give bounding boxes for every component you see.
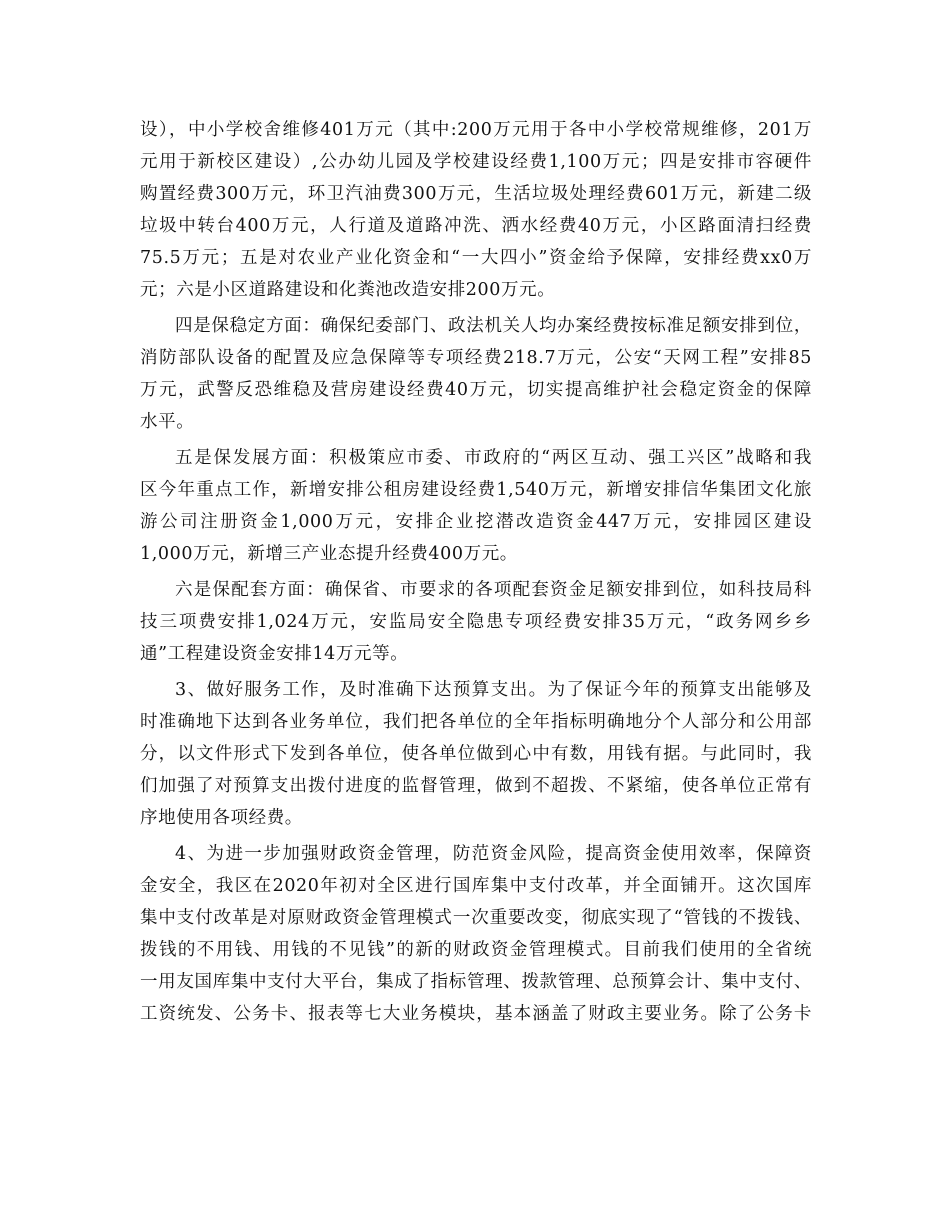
text-line: 序地使用各项经费。 — [140, 808, 303, 828]
paragraph — [140, 674, 812, 834]
text-line: 游公司注册资金1,000万元，安排企业挖潜改造资金447万元，安排园区建设 — [140, 512, 812, 532]
text-line: 设），中小学校舍维修401万元（其中:200万元用于各中小学校常规维修，201万 — [140, 120, 812, 140]
text-line: 垃圾中转台400万元，人行道及道路冲洗、洒水经费40万元，小区路面清扫经费 — [140, 216, 812, 236]
text-line: 区今年重点工作，新增安排公租房建设经费1,540万元，新增安排信华集团文化旅 — [140, 480, 812, 500]
text-line: 六是保配套方面：确保省、市要求的各项配套资金足额安排到位，如科技局科 — [175, 580, 812, 600]
text-line: 分，以文件形式下发到各单位，使各单位做到心中有数，用钱有据。与此同时，我 — [140, 744, 812, 764]
text-line: 1,000万元，新增三产业态提升经费400万元。 — [140, 544, 518, 564]
text-line: 四是保稳定方面：确保纪委部门、政法机关人均办案经费按标准足额安排到位， — [175, 316, 812, 336]
text-line: 技三项费安排1,024万元，安监局安全隐患专项经费安排35万元，“政务网乡乡 — [140, 612, 812, 632]
text-line: 金安全，我区在2020年初对全区进行国库集中支付改革，并全面铺开。这次国库 — [140, 876, 812, 896]
text-line: 工资统发、公务卡、报表等七大业务模块，基本涵盖了财政主要业务。除了公务卡 — [140, 1004, 812, 1024]
text-line: 购置经费300万元，环卫汽油费300万元，生活垃圾处理经费601万元，新建二级 — [140, 184, 812, 204]
paragraph — [140, 574, 812, 670]
text-line: 通”工程建设资金安排14万元等。 — [140, 644, 409, 664]
text-line: 时准确地下达到各业务单位，我们把各单位的全年指标明确地分个人部分和公用部 — [140, 712, 812, 732]
paragraph — [140, 310, 812, 438]
text-line: 集中支付改革是对原财政资金管理模式一次重要改变，彻底实现了“管钱的不拨钱、 — [140, 908, 812, 928]
text-line: 4、为进一步加强财政资金管理，防范资金风险，提高资金使用效率，保障资 — [175, 844, 812, 864]
text-line: 们加强了对预算支出拨付进度的监督管理，做到不超拨、不紧缩，使各单位正常有 — [140, 776, 812, 796]
text-line: 拨钱的不用钱、用钱的不见钱”的新的财政资金管理模式。目前我们使用的全省统 — [140, 940, 812, 960]
paragraph — [140, 838, 812, 1030]
text-line: 万元，武警反恐维稳及营房建设经费40万元，切实提高维护社会稳定资金的保障 — [140, 380, 812, 400]
document-body — [140, 114, 812, 1030]
text-line: 元用于新校区建设）,公办幼儿园及学校建设经费1,100万元；四是安排市容硬件 — [140, 152, 812, 172]
text-line: 五是保发展方面：积极策应市委、市政府的“两区互动、强工兴区”战略和我 — [175, 448, 812, 468]
text-line: 75.5万元；五是对农业产业化资金和“一大四小”资金给予保障，安排经费xx0万 — [140, 248, 812, 268]
paragraph — [140, 114, 812, 306]
text-line: 元；六是小区道路建设和化粪池改造安排200万元。 — [140, 280, 556, 300]
text-line: 消防部队设备的配置及应急保障等专项经费218.7万元，公安“天网工程”安排85 — [140, 348, 812, 368]
text-line: 3、做好服务工作，及时准确下达预算支出。为了保证今年的预算支出能够及 — [175, 680, 812, 700]
text-line: 一用友国库集中支付大平台，集成了指标管理、拨款管理、总预算会计、集中支付、 — [140, 972, 812, 992]
text-line: 水平。 — [140, 412, 195, 432]
paragraph — [140, 442, 812, 570]
